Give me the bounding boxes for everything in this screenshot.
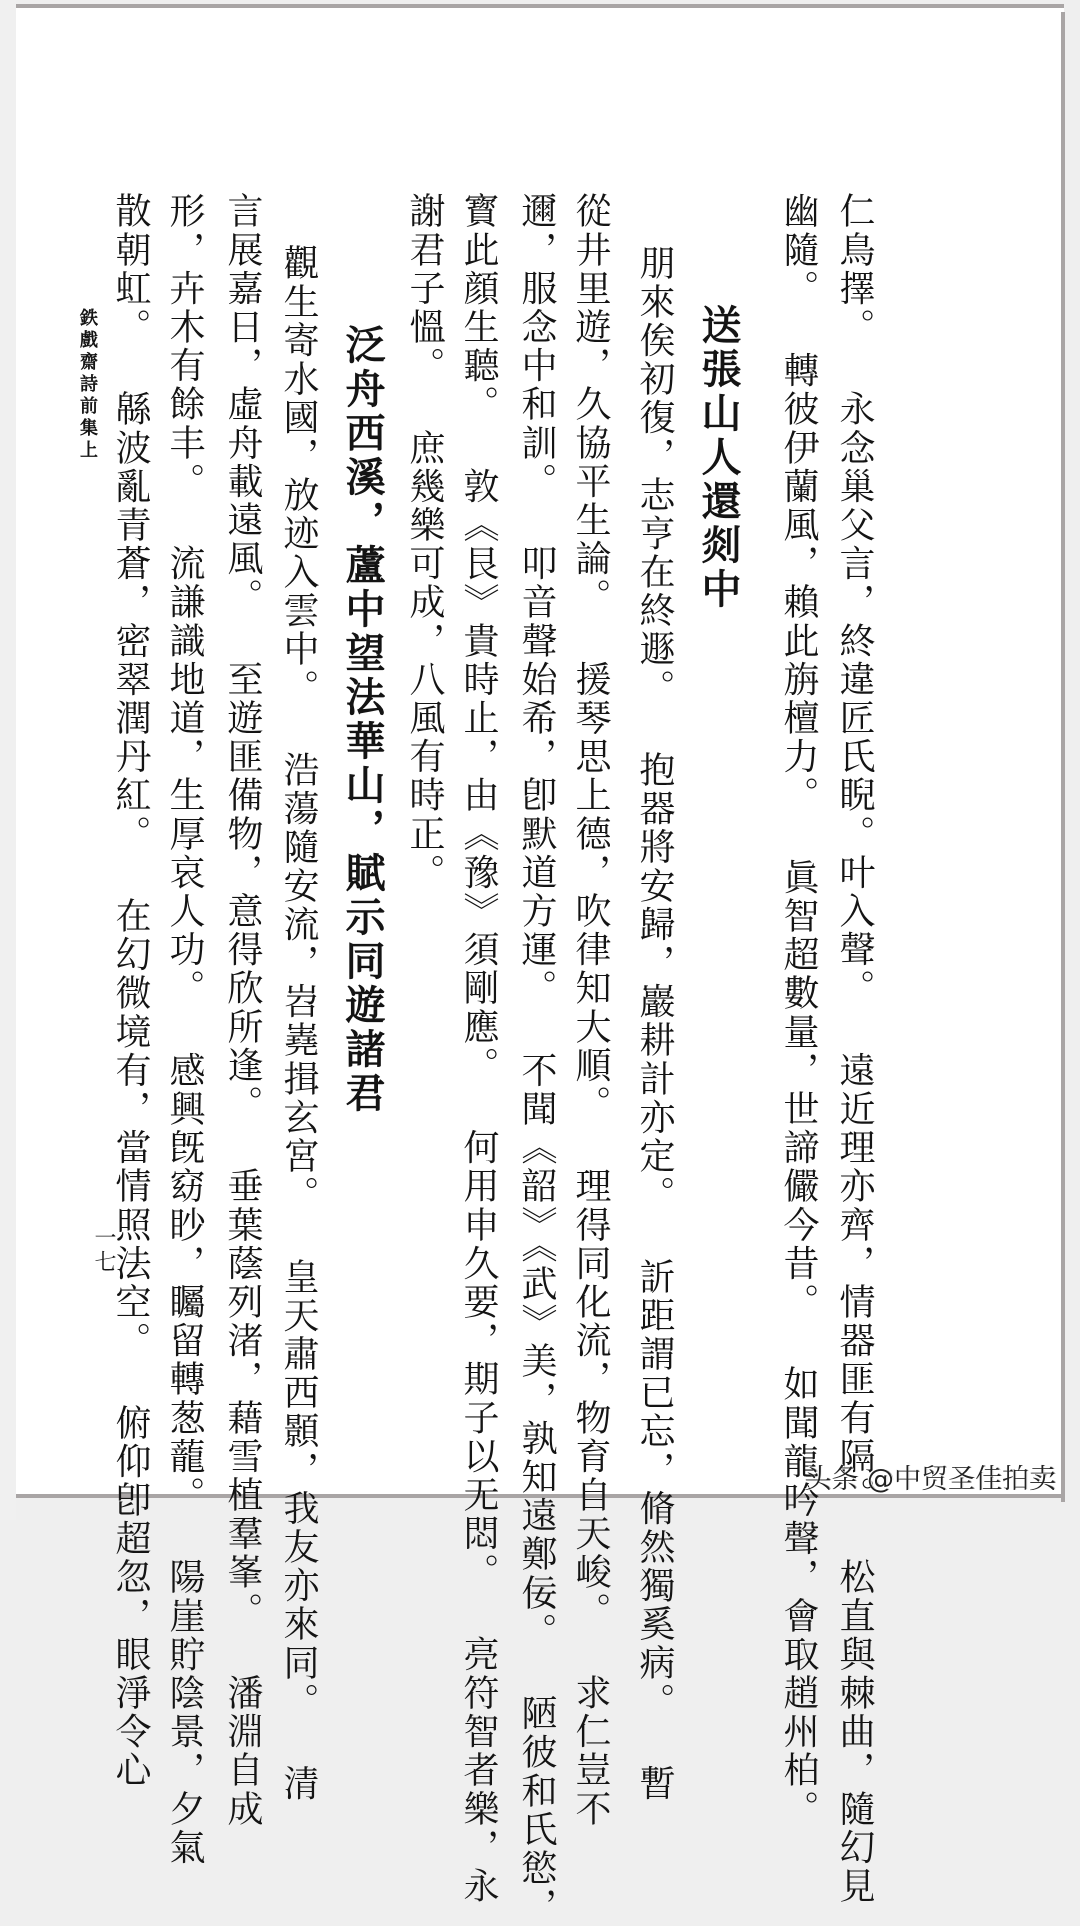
outer-margin [0,0,16,1520]
text-column-12: 形，卉木有餘丰。 流謙識地道，生厚哀人功。 感興旣窈眇，矚留轉葱蘢。 陽崖貯陰景，夕氣 [164,192,205,1867]
text-column-6: 邇，服念中和訓。 叩音聲始希，卽默道方運。 不聞《韶》《武》美，孰知遠鄭佞。 陋彼和氏慾， [516,192,557,1926]
text-column-7: 寳此顔生聽。 敦《艮》貴時止，由《豫》須剛應。 何用申久要，期子以无悶。 亮符智者樂，永 [458,192,499,1906]
text-column-10: 觀生寄水國，放迹入雲中。 浩蕩隨安流，岧嶤揖玄宮。 皇天肅西顥，我友亦來同。 清 [278,244,319,1803]
book-page [16,4,1064,1926]
page-frame-right [1061,12,1065,1502]
text-column-11: 言展嘉日，虛舟載遠風。 至遊匪備物，意得欣所逢。 垂葉蔭列渚，藉雪植羣峯。 潘淵自成 [222,192,263,1829]
text-column-8: 謝君子慍。 庶幾樂可成，八風有時正。 [404,192,445,892]
watermark: 头条 @中贸圣佳拍卖 [804,1464,1056,1495]
poem-title-1: 送張山人還剡中 [695,304,742,612]
poem-title-2: 泛舟西溪，蘆中望法華山，賦示同遊諸君 [339,324,386,1116]
page-number: 一七 [91,1226,116,1274]
margin-book-title: 鉄戲齋詩前集上 [77,308,98,462]
text-column-5: 從井里遊，久協平生論。 援琴思上德，吹律知大順。 理得同化流，物育自天峻。 求仁豈不 [570,192,611,1829]
text-column-4: 朋來俟初復，志亨在終遯。 抱器將安歸，巖耕計亦定。 訢距謂已忘，脩然獨奚病。 暫 [634,244,675,1803]
text-column-13: 散朝虹。 緜波亂青蒼，密翠潤丹紅。 在幻微境有，當情照法空。 俯仰卽超忽，眼淨令心 [110,192,151,1790]
text-column-1: 仁鳥擇。 永念巢父言，終違匠氏睨。叶入聲。 遠近理亦齊，情器匪有隔。 松直與棘曲，隨幻見 [834,192,875,1906]
text-column-2: 幽隨。 轉彼伊蘭風，賴此旃檀力。 眞智超數量，世諦儼今昔。 如聞龍吟聲，會取趙州柏。 [778,192,819,1829]
